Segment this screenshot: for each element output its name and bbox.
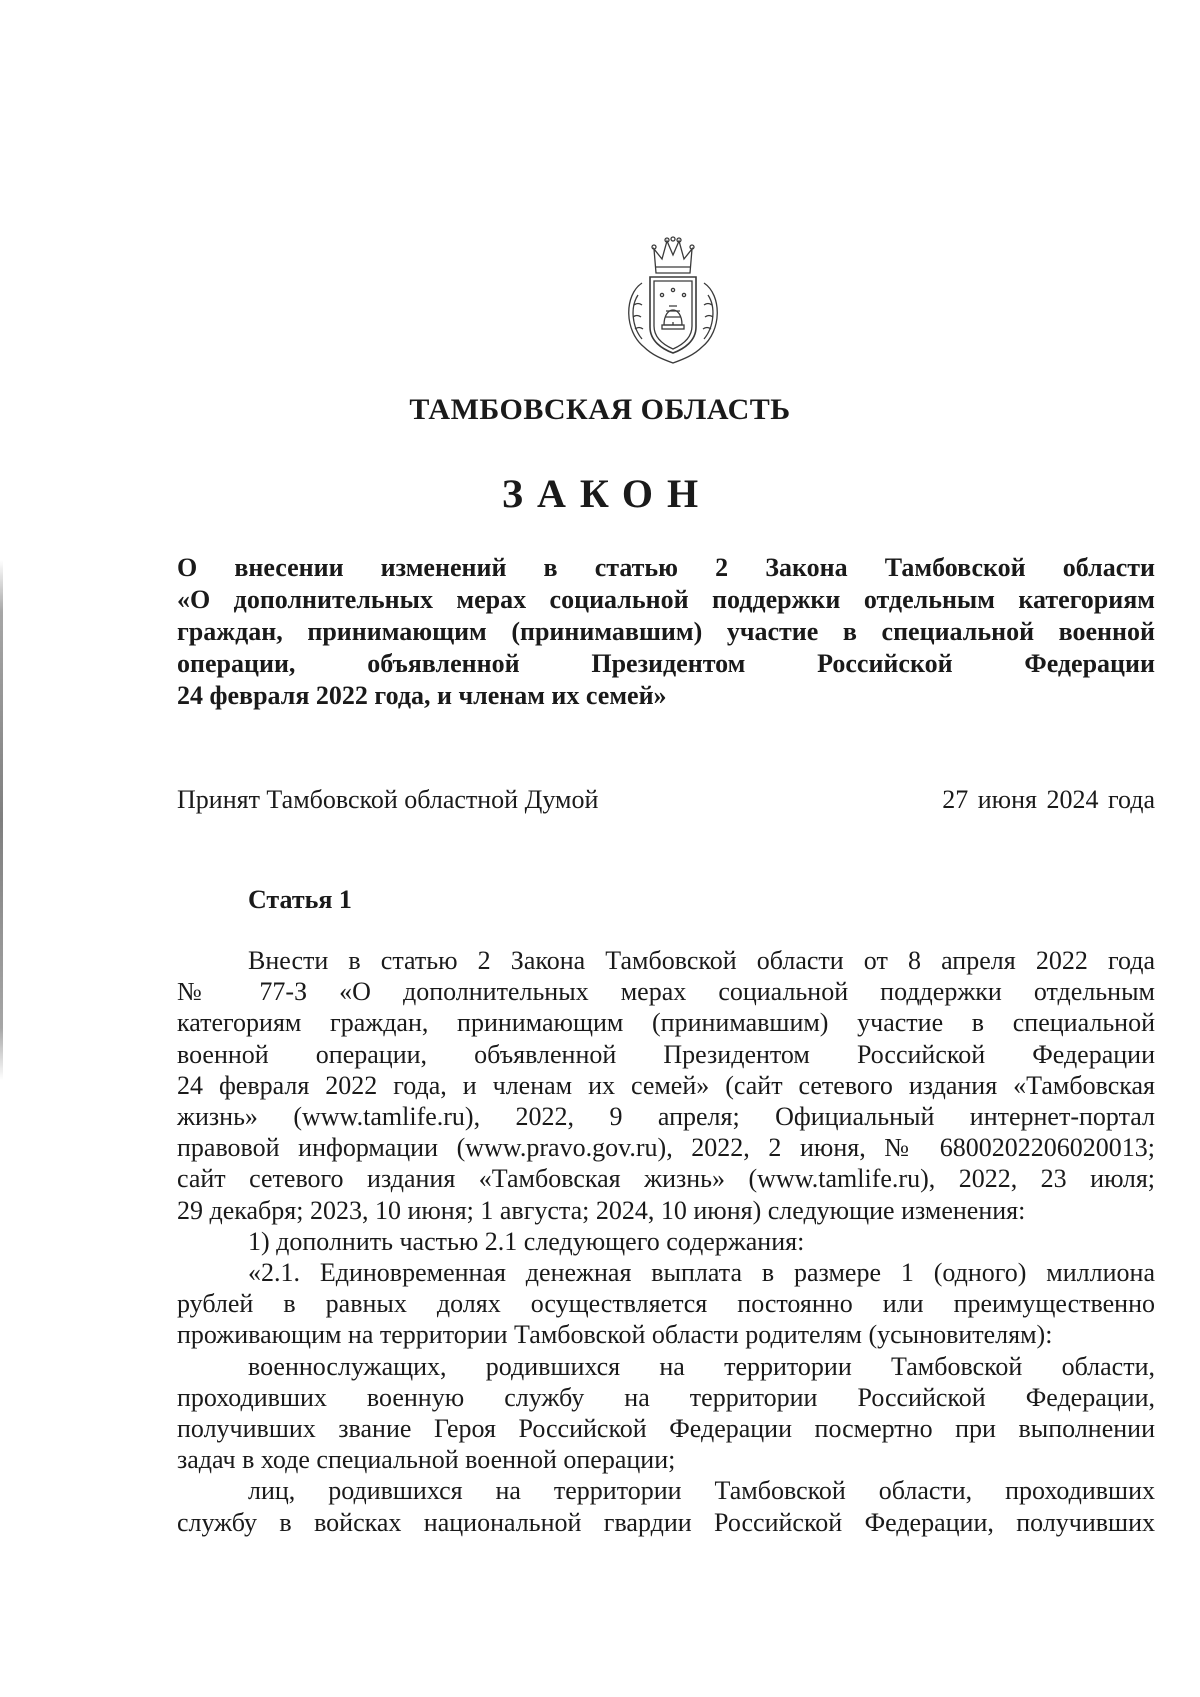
article-heading: Статья 1	[248, 885, 352, 914]
body-line: задач в ходе специальной военной операции;	[177, 1445, 676, 1475]
body-line: рублей в равных долях осуществляется постоянно или преимущественно	[177, 1289, 1155, 1319]
document-type: ЗАКОН	[501, 471, 713, 516]
body-line: военнослужащих, родившихся на территории Тамбовской области,	[248, 1351, 1155, 1381]
adoption-date: 27 июня 2024 года	[942, 785, 1155, 814]
region-name: ТАМБОВСКАЯ ОБЛАСТЬ	[409, 393, 791, 426]
body-line: «2.1. Единовременная денежная выплата в размере 1 (одного) миллиона	[248, 1258, 1155, 1288]
body-line: жизнь» (www.tamlife.ru), 2022, 9 апреля; Официальный интернет-портал	[177, 1102, 1155, 1132]
body-line: проходивших военную службу на территории Российской Федерации,	[177, 1382, 1155, 1412]
adopted-by: Принят Тамбовской областной Думой	[177, 785, 599, 814]
law-title-line: О внесении изменений в статью 2 Закона Тамбовской области	[177, 553, 1155, 582]
body-line: военной операции, объявленной Президентом Российской Федерации	[177, 1039, 1155, 1069]
body-line: получивших звание Героя Российской Федерации посмертно при выполнении	[177, 1414, 1155, 1444]
body-line: 24 февраля 2022 года, и членам их семей» (сайт сетевого издания «Тамбовская	[177, 1070, 1155, 1100]
law-title-line: «О дополнительных мерах социальной поддержки отдельным категориям	[177, 585, 1155, 614]
body-line: 29 декабря; 2023, 10 июня; 1 августа; 2024, 10 июня) следующие изменения:	[177, 1195, 1026, 1225]
body-line: Внести в статью 2 Закона Тамбовской области от 8 апреля 2022 года	[248, 946, 1155, 975]
body-line: проживающим на территории Тамбовской области родителям (усыновителям):	[177, 1320, 1053, 1350]
article-body	[177, 945, 1155, 1538]
body-line: сайт сетевого издания «Тамбовская жизнь» (www.tamlife.ru), 2022, 23 июля;	[177, 1164, 1155, 1194]
body-line: категориям граждан, принимающим (принимавшим) участие в специальной	[177, 1008, 1155, 1038]
law-title-line: операции, объявленной Президентом Российской Федерации	[177, 649, 1155, 678]
body-line: службу в войсках национальной гвардии Российской Федерации, получивших	[177, 1507, 1155, 1537]
law-title-line: граждан, принимающим (принимавшим) участие в специальной военной	[177, 617, 1155, 646]
body-line: правовой информации (www.pravo.gov.ru), 2022, 2 июня, № 6800202206020013;	[177, 1133, 1155, 1163]
law-title	[177, 552, 1155, 712]
body-line: № 77-З «О дополнительных мерах социальной поддержки отдельным	[177, 977, 1155, 1007]
tambov-coat-of-arms-icon	[618, 235, 728, 370]
body-line: лиц, родившихся на территории Тамбовской области, проходивших	[248, 1476, 1155, 1506]
body-line: 1) дополнить частью 2.1 следующего содержания:	[248, 1226, 805, 1256]
scan-edge	[0, 560, 3, 1080]
law-title-line: 24 февраля 2022 года, и членам их семей»	[177, 681, 667, 710]
